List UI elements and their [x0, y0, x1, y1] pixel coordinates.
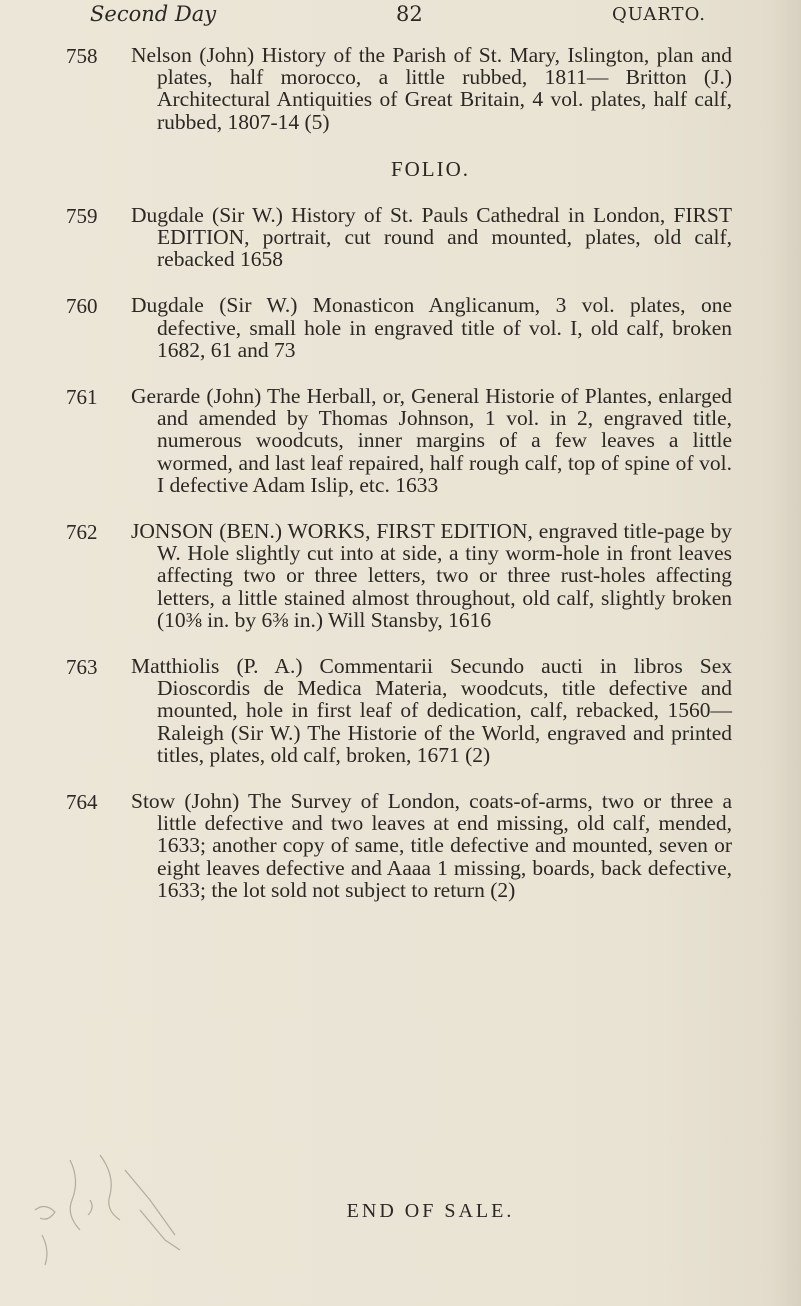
- format-label: QUARTO.: [611, 4, 706, 25]
- lot-description: Stow (John) The Survey of London, coats-of-arms, two or three a little defective and two leaves at end missing, old calf, mended, 1633; another copy of same, title defective and mounted, seven or eight leaves defective and Aaaa 1 missing, boards, back defective, 1633; the lot sold not subject to return (2): [131, 789, 732, 902]
- section-heading-folio: FOLIO.: [390, 156, 471, 181]
- lot-number: 759: [66, 203, 98, 228]
- lot-description: Dugdale (Sir W.) History of St. Pauls Cathedral in London, FIRST EDITION, portrait, cut round and mounted, plates, old calf, rebacked 1658: [131, 202, 732, 272]
- lot-entry: [0, 294, 801, 361]
- lot-list: [0, 44, 801, 925]
- lot-description: Dugdale (Sir W.) Monasticon Anglicanum, 3 vol. plates, one defective, small hole in engraved title of vol. I, old calf, broken 1682, 61 and 73: [131, 293, 732, 362]
- lot-entry: [0, 385, 801, 496]
- end-of-sale: END OF SALE.: [346, 1200, 515, 1222]
- page-header: [90, 2, 706, 34]
- lot-entry: [0, 520, 801, 631]
- day-label: Second Day: [90, 2, 217, 26]
- lot-entry: [0, 655, 801, 766]
- lot-entry: [0, 790, 801, 901]
- lot-number: 760: [66, 294, 98, 319]
- lot-description: Matthiolis (P. A.) Commentarii Secundo aucti in libros Sex Dioscordis de Medica Materia, woodcuts, title defective and mounted, hole in first leaf of dedication, calf, rebacked, 1560—Raleigh (Sir W.) The Historie of the World, engraved and printed titles, plates, old calf, broken, 1671 (2): [131, 654, 732, 767]
- lot-entry: [0, 204, 801, 271]
- lot-entry: [0, 44, 801, 133]
- page-number: 82: [396, 2, 423, 26]
- lot-description: Nelson (John) History of the Parish of St. Mary, Islington, plan and plates, half morocco, a little rubbed, 1811— Britton (J.) Architectural Antiquities of Great Britain, 4 vol. plates, half calf, rubbed, 1807-14 (5): [131, 43, 732, 134]
- lot-description: Gerarde (John) The Herball, or, General Historie of Plantes, enlarged and amended by Thomas Johnson, 1 vol. in 2, engraved title, numerous woodcuts, inner margins of a few leaves a little wormed, and last leaf repaired, half rough calf, top of spine of vol. I defective Adam Islip, etc. 1633: [131, 384, 732, 497]
- lot-description: JONSON (BEN.) WORKS, FIRST EDITION, engraved title-page by W. Hole slightly cut into at side, a tiny worm-hole in front leaves affecting two or three letters, two or three rust-holes affecting letters, a little stained almost throughout, old calf, slightly broken (10⅜ in. by 6⅜ in.) Will Stansby, 1616: [131, 519, 732, 632]
- lot-number: 758: [66, 44, 98, 68]
- lot-number: 761: [66, 385, 98, 410]
- lot-number: 763: [66, 655, 98, 680]
- lot-number: 764: [66, 790, 98, 815]
- lot-number: 762: [66, 520, 98, 545]
